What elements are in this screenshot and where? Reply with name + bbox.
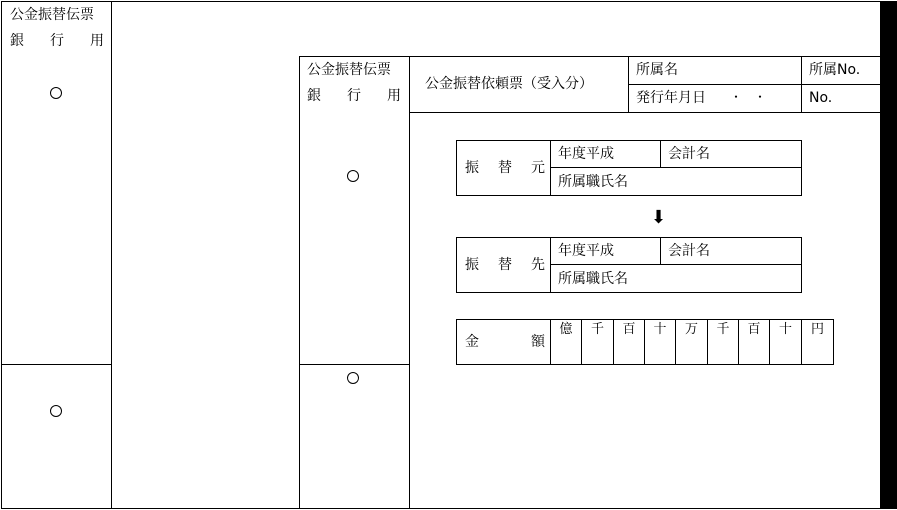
no-label: No. <box>809 90 833 106</box>
fold-line-mid <box>299 364 409 365</box>
source-box-vdivider-2 <box>660 140 661 167</box>
slip-stub-subtitle-char: 行 <box>347 88 361 104</box>
amount-unit-cell <box>551 320 582 364</box>
source-label-char: 替 <box>498 160 512 176</box>
header-row-divider <box>628 84 880 85</box>
slip-left-border <box>299 56 300 509</box>
punch-hole <box>347 372 359 384</box>
right-edge-bar <box>880 1 897 509</box>
amount-label-char: 額 <box>531 334 545 350</box>
destination-box-vdivider <box>550 237 551 293</box>
destination-staff-name-label: 所属職氏名 <box>558 271 628 287</box>
amount-unit-cell <box>645 320 676 364</box>
amount-unit-label: 千 <box>590 322 604 337</box>
destination-account-name-label: 会計名 <box>668 243 710 259</box>
form-title: 公金振替依頼票（受入分） <box>425 76 593 92</box>
amount-unit-label: 円 <box>810 322 824 337</box>
destination-box-hdivider <box>550 264 802 265</box>
stub-subtitle-char: 用 <box>90 33 104 49</box>
amount-unit-cell <box>708 320 739 364</box>
amount-units-row <box>551 320 833 364</box>
arrow-down-icon: ⬇ <box>651 207 667 228</box>
slip-stub-subtitle-char: 銀 <box>307 88 321 104</box>
source-account-name-label: 会計名 <box>668 146 710 162</box>
amount-unit-cell <box>676 320 708 364</box>
stub-divider <box>111 1 112 509</box>
punch-hole <box>50 405 62 417</box>
fold-line-left <box>1 364 111 365</box>
stub-subtitle <box>10 34 104 48</box>
amount-unit-cell <box>770 320 802 364</box>
punch-hole <box>50 87 62 99</box>
stub-subtitle-char: 銀 <box>10 33 24 49</box>
header-bottom-border <box>409 112 880 113</box>
destination-fiscal-year-label: 年度平成 <box>558 243 614 259</box>
slip-stub-subtitle <box>307 89 401 103</box>
stub-subtitle-char: 行 <box>50 33 64 49</box>
amount-unit-label: 十 <box>653 322 667 337</box>
destination-label-char: 先 <box>531 257 545 273</box>
source-label <box>465 161 545 175</box>
slip-stub-title: 公金振替伝票 <box>307 62 391 78</box>
amount-unit-cell <box>582 320 614 364</box>
amount-unit-label: 百 <box>622 322 636 337</box>
destination-label-char: 替 <box>498 257 512 273</box>
slip-stub-divider <box>409 56 410 509</box>
amount-unit-label: 千 <box>716 322 730 337</box>
amount-unit-label: 万 <box>684 322 698 337</box>
source-box-vdivider <box>550 140 551 196</box>
destination-label-char: 振 <box>465 257 479 273</box>
stub-title: 公金振替伝票 <box>10 7 94 23</box>
amount-label <box>465 335 545 349</box>
amount-unit-label: 十 <box>778 322 792 337</box>
amount-label-char: 金 <box>465 334 479 350</box>
source-box-hdivider <box>550 167 802 168</box>
amount-unit-label: 億 <box>559 322 573 337</box>
slip-stub-subtitle-char: 用 <box>387 88 401 104</box>
source-staff-name-label: 所属職氏名 <box>558 174 628 190</box>
punch-hole <box>347 170 359 182</box>
amount-unit-cell <box>614 320 645 364</box>
amount-unit-label: 百 <box>747 322 761 337</box>
dept-name-label: 所属名 <box>636 62 678 78</box>
source-label-char: 振 <box>465 160 479 176</box>
amount-unit-cell <box>739 320 770 364</box>
slip-top-border <box>299 56 880 57</box>
amount-unit-cell <box>802 320 833 364</box>
destination-box-vdivider-2 <box>660 237 661 264</box>
date-dots: ・ ・ <box>730 90 767 104</box>
source-label-char: 元 <box>531 160 545 176</box>
source-fiscal-year-label: 年度平成 <box>558 146 614 162</box>
issue-date-label: 発行年月日 <box>636 90 706 106</box>
destination-label <box>465 258 545 272</box>
dept-no-label: 所属No. <box>809 62 861 78</box>
